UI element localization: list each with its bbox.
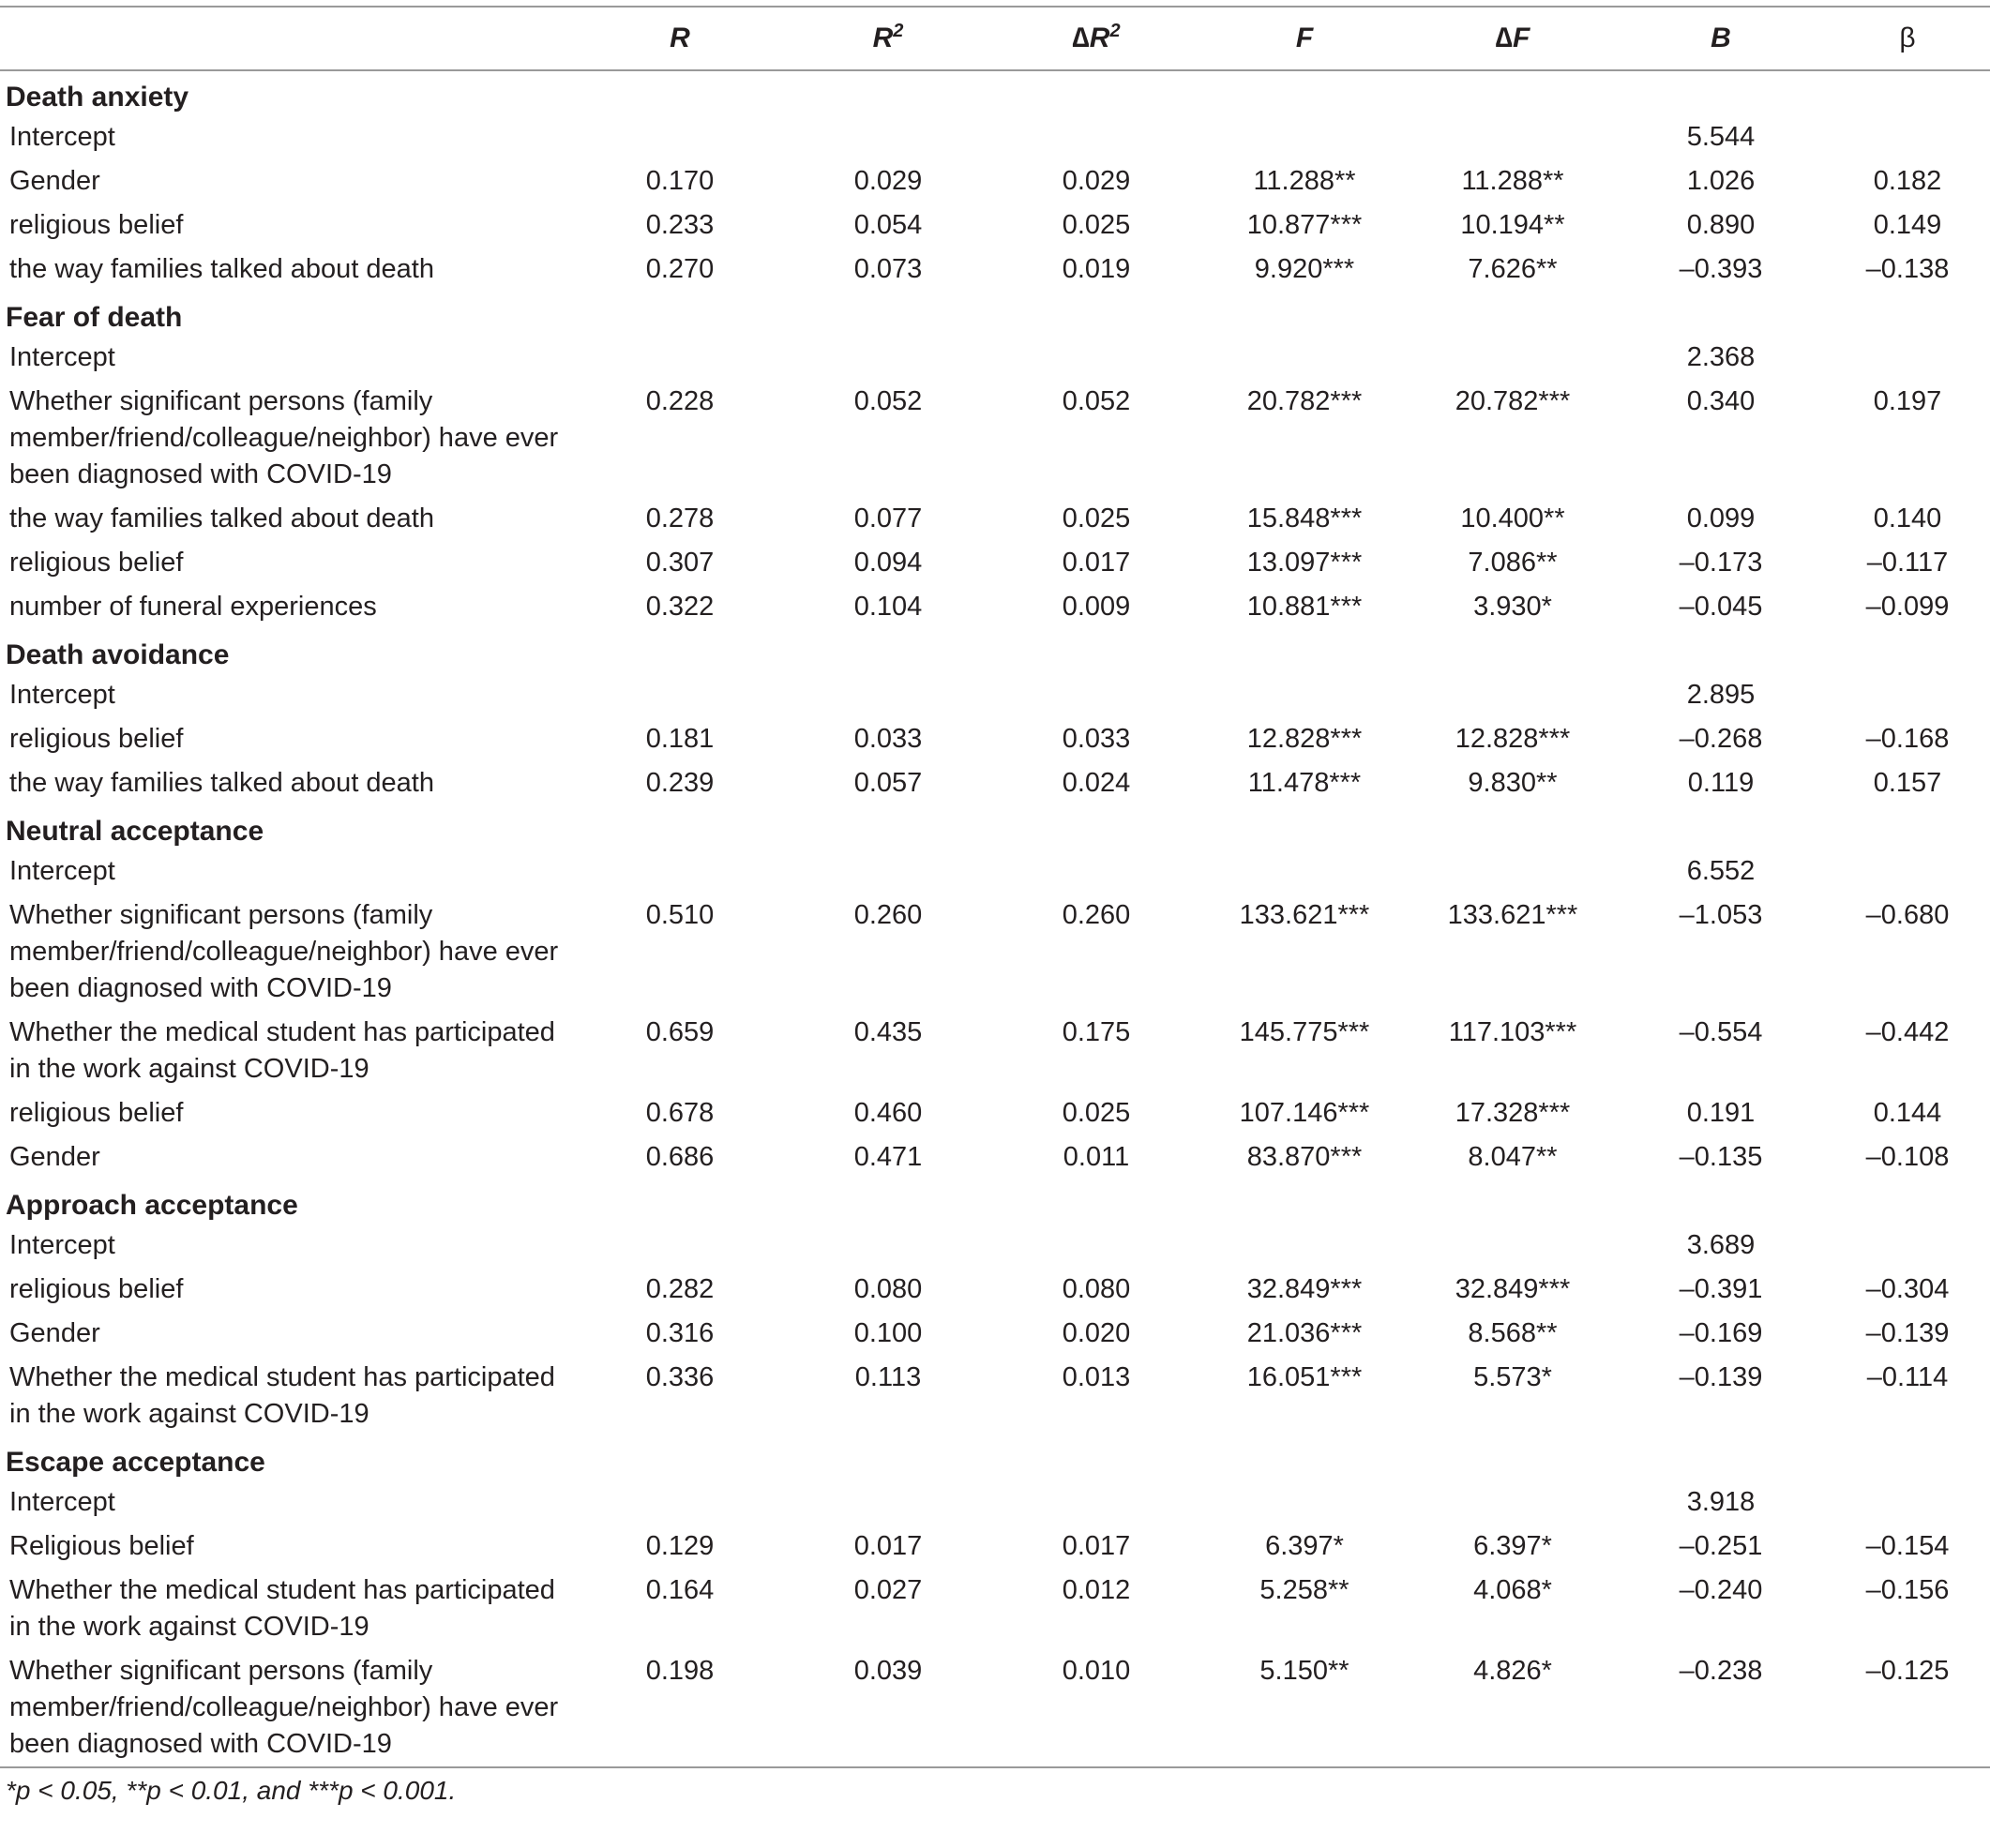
beta-cell: 0.182 — [1873, 166, 1942, 196]
header-delta-f-symbol: ∆ — [1495, 23, 1514, 53]
r-cell: 0.278 — [645, 503, 715, 533]
section-title: Fear of death — [6, 302, 183, 333]
header-r-squared-sup: 2 — [893, 21, 904, 41]
delta-r-squared-cell: 0.019 — [1062, 254, 1131, 284]
section-header-row — [0, 292, 1990, 336]
beta-cell — [1825, 336, 1990, 380]
delta-r-squared-cell: 0.013 — [1062, 1362, 1131, 1392]
predictor-label: the way families talked about death — [9, 254, 434, 284]
r-squared-cell: 0.027 — [853, 1575, 923, 1605]
delta-r-squared-cell: 0.175 — [1062, 1017, 1131, 1047]
r-cell: 0.181 — [645, 724, 715, 754]
table-row — [0, 1569, 1990, 1649]
delta-f-cell: 10.400** — [1460, 503, 1565, 533]
r-cell: 0.228 — [645, 386, 715, 416]
predictor-label: Gender — [9, 1142, 100, 1172]
b-cell: 0.191 — [1686, 1098, 1756, 1128]
header-b — [1617, 7, 1825, 70]
r-squared-cell: 0.073 — [853, 254, 923, 284]
section-header-row — [0, 70, 1990, 115]
predictor-label: religious belief — [9, 548, 184, 578]
f-cell — [1200, 115, 1409, 159]
b-cell: 3.689 — [1686, 1230, 1756, 1260]
r-squared-cell: 0.094 — [853, 548, 923, 578]
r-squared-cell: 0.057 — [853, 768, 923, 798]
r-cell — [576, 115, 784, 159]
section-header-row — [0, 805, 1990, 849]
b-cell: –0.391 — [1679, 1274, 1763, 1304]
header-delta-f — [1409, 7, 1617, 70]
delta-r-squared-cell — [992, 1480, 1200, 1525]
delta-r-squared-cell: 0.012 — [1062, 1575, 1131, 1605]
b-cell: –0.251 — [1679, 1531, 1763, 1561]
f-cell: 12.828*** — [1246, 724, 1363, 754]
f-cell: 11.478*** — [1247, 768, 1362, 798]
r-cell — [576, 673, 784, 717]
predictor-label: Intercept — [9, 1230, 115, 1260]
r-cell: 0.336 — [645, 1362, 715, 1392]
b-cell: 2.895 — [1686, 680, 1756, 710]
delta-r-squared-cell: 0.029 — [1062, 166, 1131, 196]
f-cell: 10.877*** — [1246, 210, 1363, 240]
header-r-text: R — [670, 23, 690, 53]
predictor-label: Whether significant persons (family member/friend/colleague/neighbor) have ever been diagnosed with COVID-19 — [9, 1656, 559, 1759]
table-row — [0, 717, 1990, 761]
delta-f-cell: 8.047** — [1468, 1142, 1558, 1172]
section-title: Death avoidance — [6, 639, 230, 670]
b-cell: 0.119 — [1687, 768, 1755, 798]
delta-r-squared-cell: 0.017 — [1062, 1531, 1131, 1561]
predictor-label: Gender — [9, 1318, 100, 1348]
delta-r-squared-cell — [992, 1224, 1200, 1268]
table-row — [0, 894, 1990, 1011]
delta-f-cell: 11.288** — [1461, 166, 1564, 196]
table-row — [0, 203, 1990, 248]
delta-r-squared-cell: 0.025 — [1062, 1098, 1131, 1128]
delta-f-cell: 7.086** — [1468, 548, 1558, 578]
b-cell: 5.544 — [1686, 122, 1756, 152]
r-cell: 0.198 — [645, 1656, 715, 1686]
b-cell: –1.053 — [1679, 900, 1763, 930]
r-squared-cell: 0.100 — [853, 1318, 923, 1348]
table-row — [0, 1091, 1990, 1135]
header-delta-r-squared-sup: 2 — [1109, 21, 1121, 41]
r-cell — [576, 336, 784, 380]
r-squared-cell — [784, 1224, 992, 1268]
f-cell: 21.036*** — [1246, 1318, 1363, 1348]
table-row — [0, 1356, 1990, 1436]
delta-f-cell: 6.397* — [1473, 1531, 1552, 1561]
header-beta-text: β — [1899, 23, 1916, 53]
r-squared-cell: 0.033 — [853, 724, 923, 754]
delta-r-squared-cell: 0.025 — [1062, 210, 1131, 240]
r-squared-cell — [784, 673, 992, 717]
f-cell — [1200, 849, 1409, 894]
predictor-label: Intercept — [9, 680, 115, 710]
beta-cell — [1825, 115, 1990, 159]
header-delta-f-base: F — [1513, 23, 1530, 53]
predictor-label: religious belief — [9, 1274, 184, 1304]
b-cell: –0.268 — [1679, 724, 1763, 754]
delta-f-cell: 133.621*** — [1447, 900, 1578, 930]
table-row — [0, 336, 1990, 380]
predictor-label: number of funeral experiences — [9, 592, 377, 622]
r-cell: 0.316 — [645, 1318, 715, 1348]
header-r-squared — [784, 7, 992, 70]
beta-cell: 0.144 — [1873, 1098, 1942, 1128]
r-squared-cell: 0.104 — [853, 592, 923, 622]
predictor-label: Whether the medical student has participated in the work against COVID-19 — [9, 1017, 555, 1084]
beta-cell: –0.117 — [1866, 548, 1949, 578]
b-cell: –0.238 — [1679, 1656, 1763, 1686]
header-r-squared-base: R — [872, 23, 894, 53]
predictor-label: Intercept — [9, 1487, 115, 1517]
r-cell — [576, 1224, 784, 1268]
beta-cell: –0.139 — [1865, 1318, 1950, 1348]
delta-f-cell — [1409, 1224, 1617, 1268]
f-cell: 20.782*** — [1246, 386, 1363, 416]
b-cell: –0.554 — [1679, 1017, 1763, 1047]
header-beta — [1825, 7, 1990, 70]
f-cell — [1200, 336, 1409, 380]
table-row — [0, 1525, 1990, 1569]
predictor-label: Religious belief — [9, 1531, 194, 1561]
beta-cell — [1825, 1480, 1990, 1525]
table-bottom-rule — [0, 1766, 1990, 1768]
f-cell: 11.288** — [1253, 166, 1356, 196]
beta-cell: –0.304 — [1865, 1274, 1950, 1304]
delta-f-cell: 32.849*** — [1455, 1274, 1571, 1304]
beta-cell — [1825, 1224, 1990, 1268]
r-squared-cell: 0.054 — [853, 210, 923, 240]
delta-r-squared-cell: 0.260 — [1062, 900, 1131, 930]
b-cell: –0.135 — [1679, 1142, 1763, 1172]
section-title: Death anxiety — [6, 82, 189, 113]
predictor-label: religious belief — [9, 1098, 184, 1128]
f-cell: 107.146*** — [1239, 1098, 1370, 1128]
section-header-row — [0, 1436, 1990, 1480]
header-f — [1200, 7, 1409, 70]
predictor-label: the way families talked about death — [9, 768, 434, 798]
r-cell: 0.239 — [645, 768, 715, 798]
section-title: Escape acceptance — [6, 1447, 265, 1478]
table-row — [0, 541, 1990, 585]
r-cell: 0.282 — [645, 1274, 715, 1304]
r-squared-cell: 0.471 — [853, 1142, 923, 1172]
delta-f-cell: 9.830** — [1468, 768, 1558, 798]
table-row — [0, 585, 1990, 629]
f-cell: 15.848*** — [1246, 503, 1363, 533]
f-cell — [1200, 1224, 1409, 1268]
f-cell — [1200, 673, 1409, 717]
r-cell: 0.170 — [645, 166, 715, 196]
beta-cell: –0.099 — [1865, 592, 1950, 622]
beta-cell — [1825, 849, 1990, 894]
delta-r-squared-cell: 0.009 — [1062, 592, 1131, 622]
beta-cell: –0.156 — [1865, 1575, 1950, 1605]
delta-r-squared-cell: 0.024 — [1062, 768, 1131, 798]
section-title: Neutral acceptance — [6, 816, 264, 847]
f-cell: 83.870*** — [1246, 1142, 1363, 1172]
section-header-row — [0, 629, 1990, 673]
header-b-text: B — [1711, 23, 1731, 53]
predictor-label: the way families talked about death — [9, 503, 434, 533]
f-cell — [1200, 1480, 1409, 1525]
delta-f-cell — [1409, 1480, 1617, 1525]
table-body — [0, 70, 1990, 1766]
section-header-row — [0, 1179, 1990, 1224]
delta-f-cell — [1409, 336, 1617, 380]
beta-cell: –0.168 — [1865, 724, 1950, 754]
r-cell: 0.322 — [645, 592, 715, 622]
predictor-label: Intercept — [9, 122, 115, 152]
f-cell: 5.150** — [1259, 1656, 1349, 1686]
delta-f-cell: 20.782*** — [1455, 386, 1571, 416]
delta-f-cell — [1409, 673, 1617, 717]
table-row — [0, 1011, 1990, 1091]
header-row — [0, 7, 1990, 70]
b-cell: 1.026 — [1686, 166, 1756, 196]
r-cell — [576, 1480, 784, 1525]
table-row — [0, 1268, 1990, 1312]
r-squared-cell: 0.113 — [854, 1362, 922, 1392]
b-cell: –0.173 — [1679, 548, 1763, 578]
predictor-label: Whether the medical student has participated in the work against COVID-19 — [9, 1575, 555, 1642]
delta-r-squared-cell: 0.011 — [1063, 1142, 1130, 1172]
delta-r-squared-cell — [992, 336, 1200, 380]
b-cell: 6.552 — [1686, 856, 1756, 886]
delta-f-cell: 3.930* — [1473, 592, 1552, 622]
delta-r-squared-cell — [992, 115, 1200, 159]
b-cell: –0.393 — [1679, 254, 1763, 284]
delta-r-squared-cell: 0.010 — [1062, 1656, 1131, 1686]
r-cell — [576, 849, 784, 894]
delta-f-cell: 7.626** — [1468, 254, 1558, 284]
r-cell: 0.233 — [645, 210, 715, 240]
predictor-label: Intercept — [9, 342, 115, 372]
r-squared-cell: 0.029 — [853, 166, 923, 196]
r-squared-cell: 0.052 — [853, 386, 923, 416]
delta-r-squared-cell: 0.033 — [1062, 724, 1131, 754]
delta-f-cell — [1409, 849, 1617, 894]
predictor-label: religious belief — [9, 210, 184, 240]
delta-r-squared-cell: 0.080 — [1062, 1274, 1131, 1304]
delta-r-squared-cell — [992, 849, 1200, 894]
delta-r-squared-cell: 0.025 — [1062, 503, 1131, 533]
table-row — [0, 1649, 1990, 1766]
b-cell: –0.169 — [1679, 1318, 1763, 1348]
table-row — [0, 380, 1990, 497]
beta-cell: 0.157 — [1873, 768, 1942, 798]
delta-f-cell: 17.328*** — [1455, 1098, 1571, 1128]
predictor-label: Whether significant persons (family member/friend/colleague/neighbor) have ever been diagnosed with COVID-19 — [9, 900, 559, 1003]
f-cell: 13.097*** — [1246, 548, 1363, 578]
r-squared-cell: 0.077 — [853, 503, 923, 533]
beta-cell: –0.108 — [1865, 1142, 1950, 1172]
r-squared-cell — [784, 336, 992, 380]
beta-cell: 0.197 — [1873, 386, 1942, 416]
beta-cell — [1825, 673, 1990, 717]
beta-cell: –0.680 — [1865, 900, 1950, 930]
regression-table — [0, 6, 1990, 1766]
b-cell: –0.240 — [1679, 1575, 1763, 1605]
delta-f-cell: 8.568** — [1468, 1318, 1558, 1348]
delta-f-cell: 12.828*** — [1455, 724, 1571, 754]
b-cell: 3.918 — [1686, 1487, 1756, 1517]
table-row — [0, 673, 1990, 717]
f-cell: 145.775*** — [1239, 1017, 1370, 1047]
table-row — [0, 849, 1990, 894]
r-squared-cell: 0.080 — [853, 1274, 923, 1304]
r-squared-cell: 0.017 — [853, 1531, 923, 1561]
b-cell: 0.099 — [1686, 503, 1756, 533]
r-cell: 0.659 — [645, 1017, 715, 1047]
f-cell: 32.849*** — [1246, 1274, 1363, 1304]
delta-f-cell: 117.103*** — [1448, 1017, 1577, 1047]
header-delta-symbol: ∆ — [1072, 23, 1090, 53]
delta-f-cell: 4.826* — [1473, 1656, 1552, 1686]
b-cell: –0.139 — [1679, 1362, 1763, 1392]
r-cell: 0.129 — [645, 1531, 715, 1561]
table-row — [0, 761, 1990, 805]
beta-cell: –0.154 — [1865, 1531, 1950, 1561]
r-cell: 0.510 — [645, 900, 715, 930]
r-squared-cell: 0.460 — [853, 1098, 923, 1128]
r-cell: 0.678 — [645, 1098, 715, 1128]
b-cell: 0.340 — [1686, 386, 1756, 416]
beta-cell: –0.442 — [1865, 1017, 1950, 1047]
r-squared-cell — [784, 849, 992, 894]
predictor-label: Intercept — [9, 856, 115, 886]
delta-r-squared-cell: 0.017 — [1062, 548, 1131, 578]
predictor-label: Whether significant persons (family member/friend/colleague/neighbor) have ever been diagnosed with COVID-19 — [9, 386, 559, 489]
b-cell: 2.368 — [1686, 342, 1756, 372]
delta-f-cell: 4.068* — [1473, 1575, 1552, 1605]
r-squared-cell: 0.039 — [853, 1656, 923, 1686]
table-row — [0, 497, 1990, 541]
r-cell: 0.164 — [645, 1575, 715, 1605]
beta-cell: –0.138 — [1865, 254, 1950, 284]
table-row — [0, 1224, 1990, 1268]
r-cell: 0.270 — [645, 254, 715, 284]
f-cell: 133.621*** — [1239, 900, 1370, 930]
f-cell: 6.397* — [1265, 1531, 1344, 1561]
header-f-text: F — [1295, 23, 1314, 53]
predictor-label: Gender — [9, 166, 100, 196]
header-delta-r-squared — [992, 7, 1200, 70]
r-cell: 0.307 — [645, 548, 715, 578]
table-row — [0, 1135, 1990, 1179]
r-squared-cell — [784, 115, 992, 159]
header-label-cell — [0, 7, 576, 70]
r-cell: 0.686 — [645, 1142, 715, 1172]
delta-r-squared-cell: 0.020 — [1062, 1318, 1131, 1348]
table-row — [0, 159, 1990, 203]
delta-r-squared-cell — [992, 673, 1200, 717]
section-title: Approach acceptance — [6, 1190, 298, 1221]
f-cell: 16.051*** — [1246, 1362, 1363, 1392]
f-cell: 9.920*** — [1254, 254, 1355, 284]
header-delta-r-squared-base: R — [1089, 23, 1110, 53]
r-squared-cell: 0.435 — [853, 1017, 923, 1047]
r-squared-cell — [784, 1480, 992, 1525]
delta-f-cell: 10.194** — [1460, 210, 1565, 240]
b-cell: –0.045 — [1679, 592, 1763, 622]
table-row — [0, 1480, 1990, 1525]
f-cell: 10.881*** — [1246, 592, 1363, 622]
delta-f-cell: 5.573* — [1473, 1362, 1552, 1392]
beta-cell: 0.140 — [1873, 503, 1942, 533]
predictor-label: religious belief — [9, 724, 184, 754]
delta-r-squared-cell: 0.052 — [1062, 386, 1131, 416]
delta-f-cell — [1409, 115, 1617, 159]
table-row — [0, 115, 1990, 159]
predictor-label: Whether the medical student has participated in the work against COVID-19 — [9, 1362, 555, 1429]
beta-cell: –0.114 — [1866, 1362, 1949, 1392]
table-footnote: *p < 0.05, **p < 0.01, and ***p < 0.001. — [6, 1776, 457, 1805]
f-cell: 5.258** — [1259, 1575, 1349, 1605]
table-row — [0, 248, 1990, 292]
header-r — [576, 7, 784, 70]
table-row — [0, 1312, 1990, 1356]
beta-cell: 0.149 — [1873, 210, 1942, 240]
b-cell: 0.890 — [1686, 210, 1756, 240]
r-squared-cell: 0.260 — [853, 900, 923, 930]
beta-cell: –0.125 — [1865, 1656, 1950, 1686]
